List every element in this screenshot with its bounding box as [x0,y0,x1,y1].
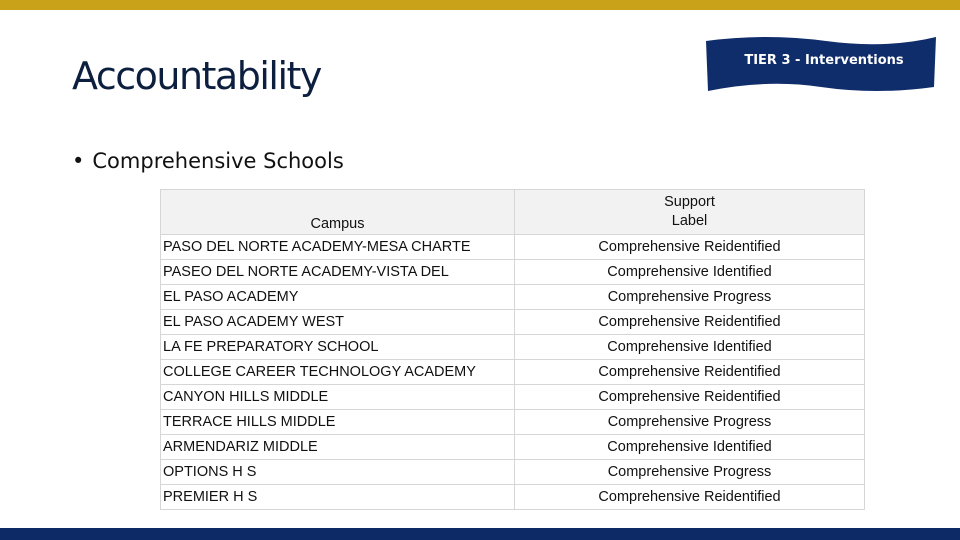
schools-table [160,189,865,510]
bullet-text: Comprehensive Schools [92,149,344,173]
bottom-accent-bar [0,528,960,540]
table-row [161,310,865,335]
header-support-label [515,190,865,235]
top-accent-bar [0,0,960,10]
campus-cell: PREMIER H S [161,485,515,510]
campus-cell: PASO DEL NORTE ACADEMY-MESA CHARTE [161,235,515,260]
campus-cell: OPTIONS H S [161,460,515,485]
header-campus: Campus [161,190,515,235]
support-label-cell: Comprehensive Reidentified [515,235,865,260]
bullet-item [72,149,344,173]
campus-cell: LA FE PREPARATORY SCHOOL [161,335,515,360]
support-label-cell: Comprehensive Progress [515,285,865,310]
support-label-cell: Comprehensive Identified [515,435,865,460]
table-row [161,460,865,485]
table-row [161,435,865,460]
campus-cell: COLLEGE CAREER TECHNOLOGY ACADEMY [161,360,515,385]
support-label-cell: Comprehensive Identified [515,335,865,360]
table-row [161,485,865,510]
table-row [161,360,865,385]
table-row [161,410,865,435]
campus-cell: ARMENDARIZ MIDDLE [161,435,515,460]
header-support-line2: Label [671,213,708,229]
support-label-cell: Comprehensive Reidentified [515,485,865,510]
campus-cell: PASEO DEL NORTE ACADEMY-VISTA DEL [161,260,515,285]
table-header-row [161,190,865,235]
table-row [161,285,865,310]
campus-cell: CANYON HILLS MIDDLE [161,385,515,410]
table-row [161,335,865,360]
campus-cell: TERRACE HILLS MIDDLE [161,410,515,435]
tier-banner [706,35,936,93]
support-label-cell: Comprehensive Identified [515,260,865,285]
table-row [161,385,865,410]
header-support-line1: Support [664,194,715,210]
page-title: Accountability [72,54,321,98]
support-label-cell: Comprehensive Reidentified [515,385,865,410]
table-row [161,260,865,285]
banner-label: TIER 3 - Interventions [744,53,904,68]
support-label-cell: Comprehensive Progress [515,460,865,485]
campus-cell: EL PASO ACADEMY [161,285,515,310]
support-label-cell: Comprehensive Reidentified [515,360,865,385]
campus-cell: EL PASO ACADEMY WEST [161,310,515,335]
support-label-cell: Comprehensive Progress [515,410,865,435]
support-label-cell: Comprehensive Reidentified [515,310,865,335]
bullet-icon: • [72,149,85,173]
table-row [161,235,865,260]
